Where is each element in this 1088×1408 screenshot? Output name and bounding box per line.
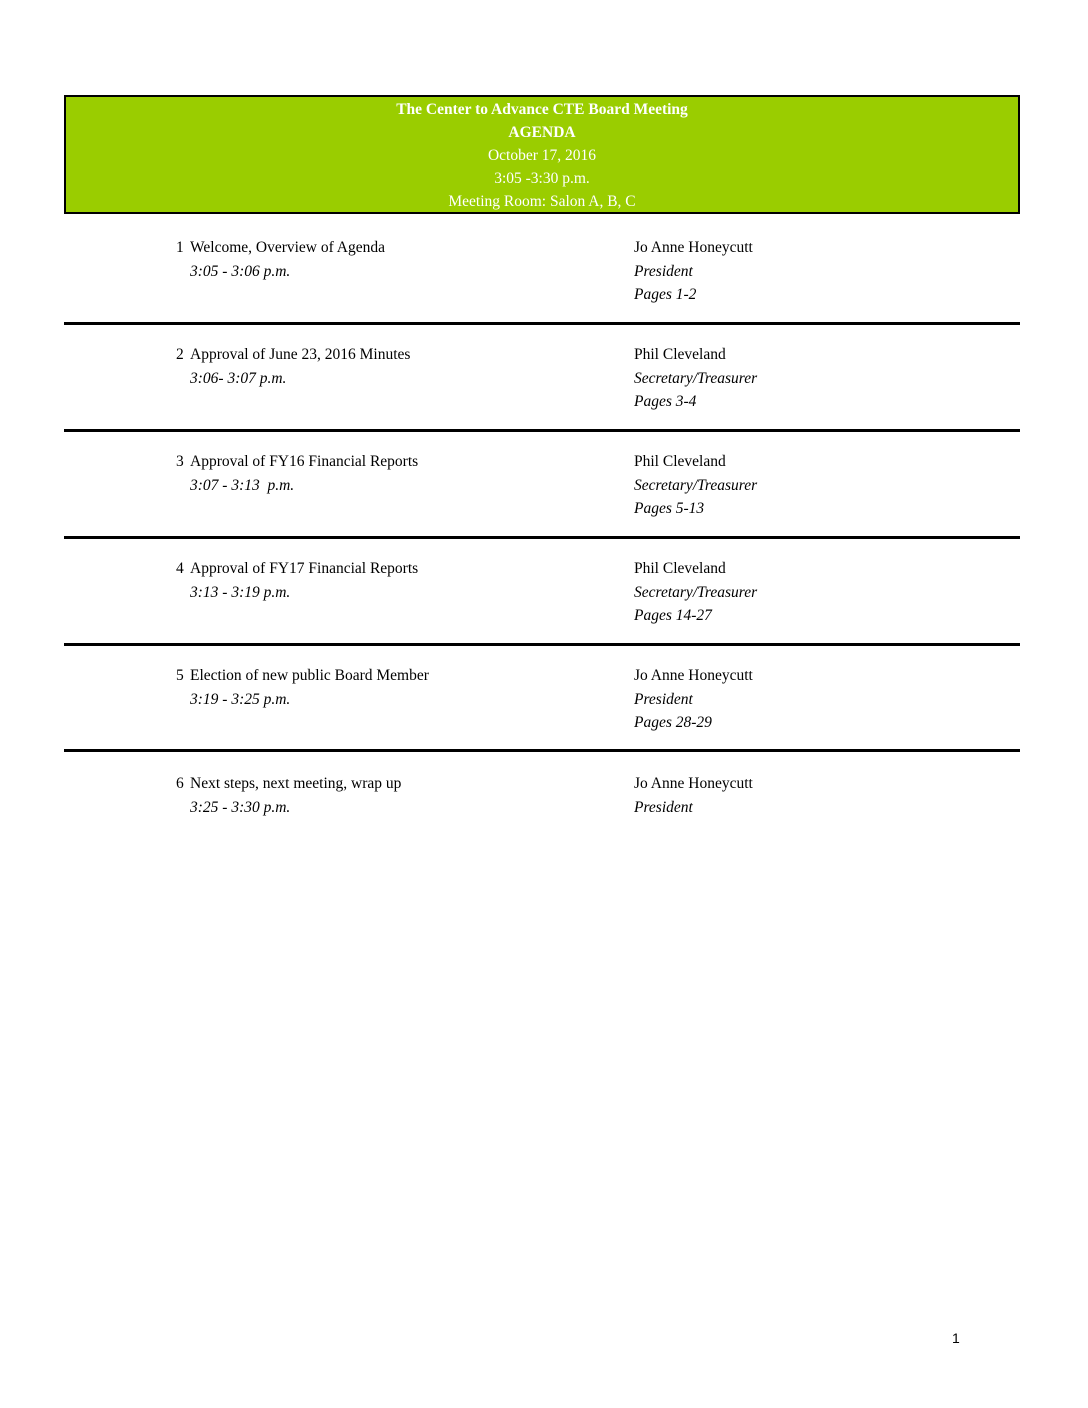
- item-time: 3:05 - 3:06 p.m.: [190, 262, 291, 280]
- item-presenter: Jo Anne Honeycutt: [634, 775, 753, 792]
- item-role: Secretary/Treasurer: [634, 476, 758, 494]
- item-role: President: [634, 690, 693, 708]
- item-role: Secretary/Treasurer: [634, 583, 758, 601]
- item-pages: Pages 28-29: [634, 714, 712, 731]
- item-title: Approval of FY16 Financial Reports: [190, 453, 419, 470]
- item-time: 3:06- 3:07 p.m.: [190, 369, 287, 387]
- item-time: 3:25 - 3:30 p.m.: [190, 798, 291, 816]
- agenda-header: [64, 95, 1020, 214]
- page-number: 1: [952, 1330, 960, 1346]
- item-number: 1: [176, 239, 184, 256]
- item-presenter: Jo Anne Honeycutt: [634, 239, 753, 256]
- item-presenter: Phil Cleveland: [634, 346, 726, 363]
- item-presenter: Phil Cleveland: [634, 453, 726, 470]
- item-divider: [64, 749, 1020, 752]
- item-pages: Pages 1-2: [634, 286, 697, 303]
- meeting-room: Meeting Room: Salon A, B, C: [448, 193, 636, 210]
- item-divider: [64, 322, 1020, 325]
- item-title: Election of new public Board Member: [190, 667, 429, 684]
- item-number: 2: [176, 346, 184, 363]
- meeting-date: October 17, 2016: [487, 147, 597, 164]
- item-number: 4: [176, 560, 184, 577]
- item-number: 3: [176, 453, 184, 470]
- item-time: 3:13 - 3:19 p.m.: [190, 583, 291, 601]
- item-title: Approval of June 23, 2016 Minutes: [190, 346, 411, 363]
- item-role: President: [634, 798, 693, 816]
- item-number: 6: [176, 775, 184, 792]
- item-presenter: Jo Anne Honeycutt: [634, 667, 753, 684]
- item-pages: Pages 3-4: [634, 393, 697, 410]
- item-pages: Pages 5-13: [634, 500, 705, 517]
- item-title: Welcome, Overview of Agenda: [190, 239, 386, 256]
- agenda-label: AGENDA: [508, 124, 576, 141]
- item-pages: Pages 14-27: [634, 607, 712, 624]
- item-role: Secretary/Treasurer: [634, 369, 758, 387]
- item-divider: [64, 429, 1020, 432]
- item-presenter: Phil Cleveland: [634, 560, 726, 577]
- item-divider: [64, 643, 1020, 646]
- item-divider: [64, 536, 1020, 539]
- item-number: 5: [176, 667, 184, 684]
- item-role: President: [634, 262, 693, 280]
- item-time: 3:07 - 3:13 p.m.: [190, 476, 295, 494]
- item-title: Approval of FY17 Financial Reports: [190, 560, 419, 577]
- item-time: 3:19 - 3:25 p.m.: [190, 690, 291, 708]
- meeting-time: 3:05 -3:30 p.m.: [494, 170, 590, 187]
- meeting-title: The Center to Advance CTE Board Meeting: [396, 101, 688, 118]
- item-title: Next steps, next meeting, wrap up: [190, 775, 402, 792]
